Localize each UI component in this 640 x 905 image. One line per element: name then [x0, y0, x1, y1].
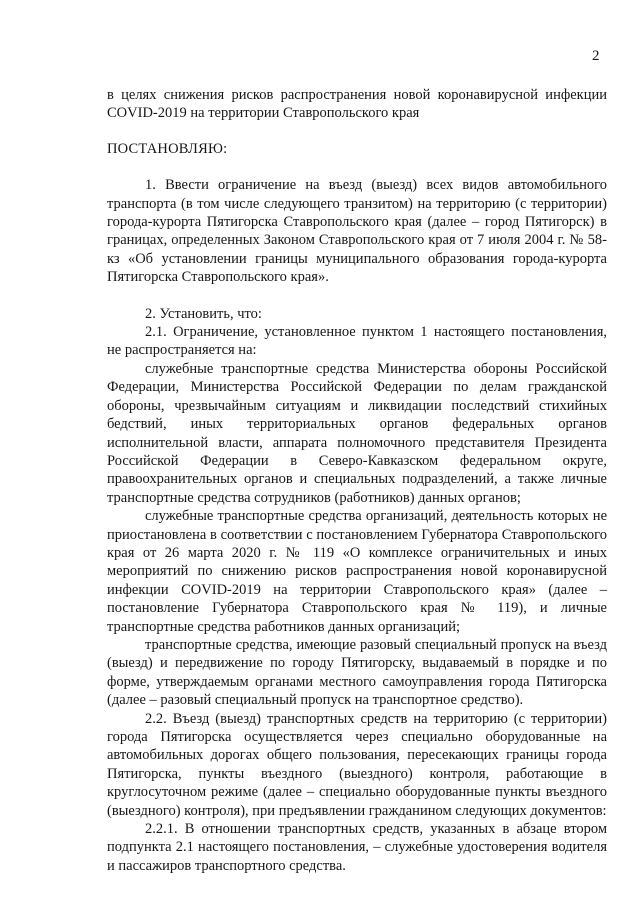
paragraph-2-1-b: служебные транспортные средства организаций, деятельность которых не приостановлена в соответствии с постановлением Губернатора Ставропольского края от 26 марта 2020 г. № 119 «О комплексе ограничительных и иных мероприятий по снижению рисков распространения новой коронавирусной инфекции COVID-2019 на территории Ставропольского края» (далее – постановление Губернатора Ставропольского края № 119), и личные транспортные средства работников данных организаций; [107, 508, 607, 635]
paragraph-2-2-1: 2.2.1. В отношении транспортных средств, указанных в абзаце втором подпункта 2.1 настоящего постановления, – служебные удостоверения водителя и пассажиров транспортного средства. [107, 821, 607, 874]
document-body [107, 86, 607, 875]
page-number: 2 [592, 48, 600, 64]
resolution-heading: ПОСТАНОВЛЯЮ: [107, 140, 228, 157]
paragraph-2: 2. Установить, что: [145, 305, 262, 322]
paragraph-1: 1. Ввести ограничение на въезд (выезд) всех видов автомобильного транспорта (в том числе следующего транзитом) на территорию (с территории) города-курорта Пятигорска Ставропольского края (далее – город Пятигорск) в границах, определенных Законом Ставропольского края от 7 июля 2004 г. № 58-кз «Об установлении границы муниципального образования города-курорта Пятигорска Ставропольского края». [107, 177, 607, 286]
paragraph-2-1: 2.1. Ограничение, установленное пунктом 1 настоящего постановления, не распространяется на: [107, 324, 607, 359]
intro-paragraph: в целях снижения рисков распространения новой коронавирусной инфекции COVID-2019 на территории Ставропольского края [107, 87, 607, 122]
paragraph-2-2: 2.2. Въезд (выезд) транспортных средств на территорию (с территории) города Пятигорска осуществляется через специально оборудованные на автомобильных дорогах общего пользования, пересекающих границы города Пятигорска, пункты въездного (выездного) контроля, работающие в круглосуточном режиме (далее – специально оборудованные пункты въездного (выездного) контроля), при предъявлении гражданином следующих документов: [107, 710, 607, 819]
paragraph-2-1-c: транспортные средства, имеющие разовый специальный пропуск на въезд (выезд) и передвижение по городу Пятигорску, выдаваемый в порядке и по форме, утверждаемым органами местного самоуправления города Пятигорска (далее – разовый специальный пропуск на транспортное средство). [107, 636, 607, 709]
paragraph-2-1-a: служебные транспортные средства Министерства обороны Российской Федерации, Министерства Российской Федерации по делам гражданской обороны, чрезвычайным ситуациям и ликвидации последствий стихийных бедствий, иных территориальных органов федеральных органов исполнительной власти, аппарата полномочного представителя Президента Российской Федерации в Северо-Кавказском федеральном округе, правоохранительных органов и специальных подразделений, а также личные транспортные средства сотрудников (работников) данных органов; [107, 360, 607, 506]
